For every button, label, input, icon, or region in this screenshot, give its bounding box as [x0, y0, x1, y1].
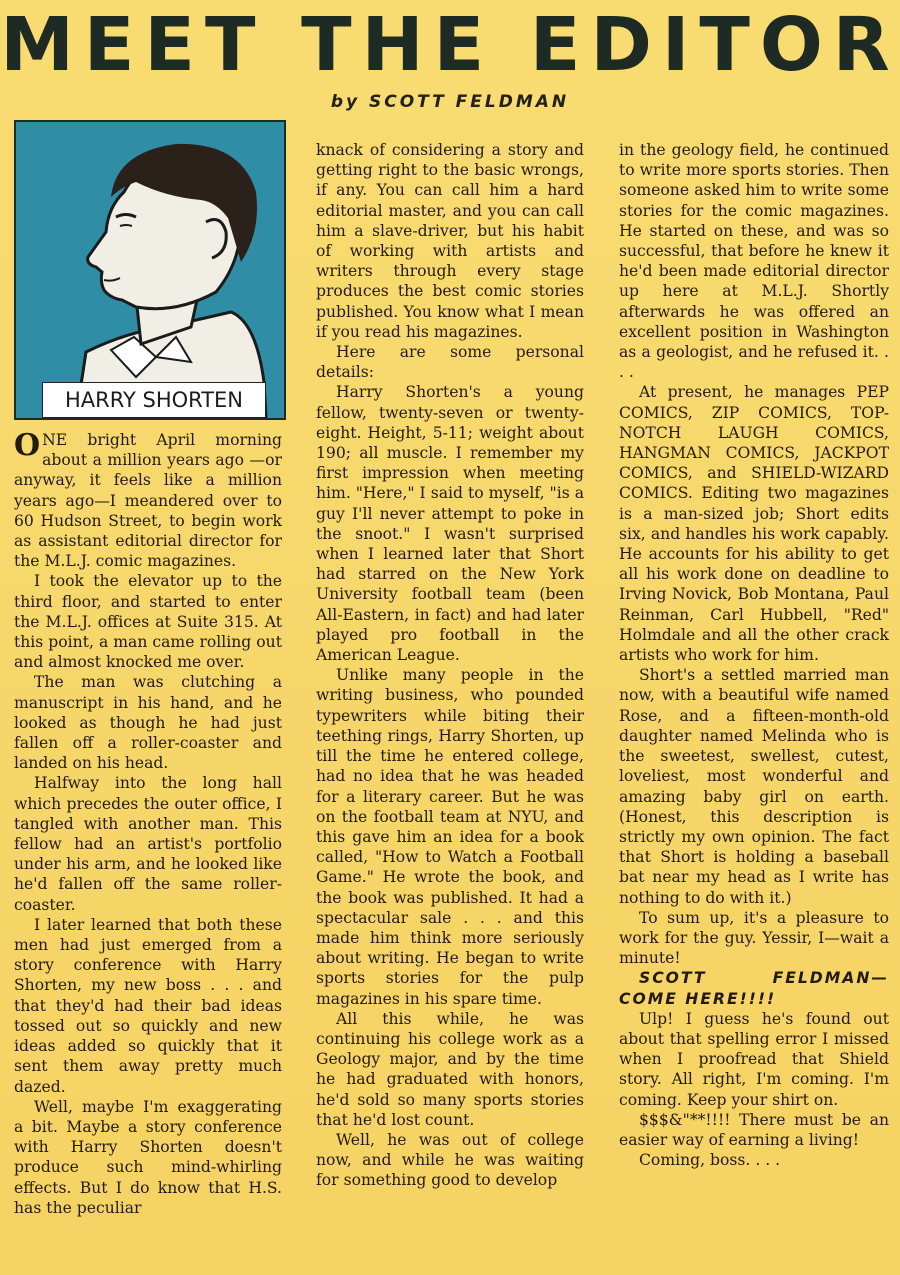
drop-cap: O	[14, 428, 41, 463]
paragraph: The man was clutching a manuscript in his hand, and he looked as though he had just fallen off a roller-coaster and landed on his head.	[14, 673, 282, 773]
article-column-3	[619, 140, 889, 1170]
portrait-caption: HARRY SHORTEN	[42, 382, 266, 418]
paragraph: All this while, he was continuing his college work as a Geology major, and by the time he had graduated with honors, he'd sold so many sports stories that he'd lost count.	[316, 1009, 584, 1129]
paragraph	[14, 430, 282, 571]
paragraph: I took the elevator up to the third floor, and started to enter the M.L.J. offices at Suite 315. At this point, a man came rolling out and almost knocked me over.	[14, 572, 282, 672]
page-title: MEET THE EDITOR	[0, 2, 900, 88]
paragraph: Unlike many people in the writing business, who pounded typewriters while biting their teething rings, Harry Shorten, up till the time he entered college, had no idea that he was headed for a literary career. But he was on the football team at NYU, and this gave him an idea for a book called, "How to Watch a Football Game." He wrote the book, and the book was published. It had a spectacular sale . . . and this made him think more seriously about writing. He began to write sports stories for the pulp magazines in his spare time.	[316, 666, 584, 1008]
paragraph: Coming, boss. . . .	[639, 1151, 781, 1170]
paragraph: Halfway into the long hall which precedes the outer office, I tangled with another man. This fellow had an artist's portfolio under his arm, and he looked like he'd fallen off the same roller-coaster.	[14, 774, 282, 914]
paragraph: $$$&"**!!!! There must be an easier way of earning a living!	[619, 1110, 889, 1149]
paragraph: Ulp! I guess he's found out about that spelling error I missed when I proofread that Shield story. All right, I'm coming. I'm coming. Keep your shirt on.	[619, 1009, 889, 1109]
paragraph-text: NE bright April morning about a million years ago —or anyway, it feels like a million years ago—I meandered over to 60 Hudson Street, to begin work as assistant editorial director for the M.L.J. comic magazines.	[14, 431, 282, 571]
shout-text: SCOTT FELDMAN— COME HERE!!!!	[619, 969, 889, 1008]
paragraph: I later learned that both these men had just emerged from a story conference with Harry Shorten, my new boss . . . and that they'd had their bad ideas tossed out so quickly and new ideas added so quickly that it sent them away pretty much dazed.	[14, 915, 282, 1096]
paragraph: in the geology field, he continued to write more sports stories. Then someone asked him to write some stories for the comic magazines. He started on these, and was so successful, that before he knew it he'd been made editorial director up here at M.L.J. Shortly afterwards he was offered an excellent position in Washington as a geologist, and he refused it. . . .	[619, 141, 889, 382]
article-column-2	[316, 140, 584, 1191]
portrait-drawing	[16, 122, 284, 418]
article-column-1	[14, 430, 282, 1218]
paragraph: To sum up, it's a pleasure to work for the guy. Yessir, I—wait a minute!	[619, 908, 889, 968]
paragraph: knack of considering a story and getting right to the basic wrongs, if any. You can call him a hard editorial master, and you can call him a slave-driver, but his habit of working with artists and writers through every stage produces the best comic stories published. You know what I mean if you read his magazines.	[316, 141, 584, 341]
portrait-illustration	[14, 120, 286, 420]
paragraph: Short's a settled married man now, with a beautiful wife named Rose, and a fifteen-month-old daughter named Melinda who is the sweetest, swellest, cutest, loveliest, most wonderful and amazing baby girl on earth. (Honest, this description is strictly my own opinion. The fact that Short is holding a baseball bat near my head as I write has nothing to do with it.)	[619, 666, 889, 907]
byline: by SCOTT FELDMAN	[330, 92, 570, 112]
paragraph: Harry Shorten's a young fellow, twenty-seven or twenty-eight. Height, 5-11; weight about 190; all muscle. I remember my first impression when meeting him. "Here," I said to myself, "is a guy I'll never attempt to poke in the snoot." I wasn't surprised when I learned later that Short had starred on the New York University football team (been All-Eastern, in fact) and had later played pro football in the American League.	[316, 383, 584, 665]
paragraph: Here are some personal details:	[316, 343, 584, 382]
paragraph: Well, he was out of college now, and while he was waiting for something good to develop	[316, 1130, 584, 1190]
paragraph: Well, maybe I'm exaggerating a bit. Maybe a story conference with Harry Shorten doesn't produce such mind-whirling effects. But I do know that H.S. has the peculiar	[14, 1097, 282, 1217]
paragraph: At present, he manages PEP COMICS, ZIP COMICS, TOP-NOTCH LAUGH COMICS, HANGMAN COMICS, JACKPOT COMICS, and SHIELD-WIZARD COMICS. Editing two magazines is a man-sized job; Short edits six, and handles his work capably. He accounts for his ability to get all his work done on deadline to Irving Novick, Bob Montana, Paul Reinman, Carl Hubbell, "Red" Holmdale and all the other crack artists who work for him.	[619, 383, 889, 665]
